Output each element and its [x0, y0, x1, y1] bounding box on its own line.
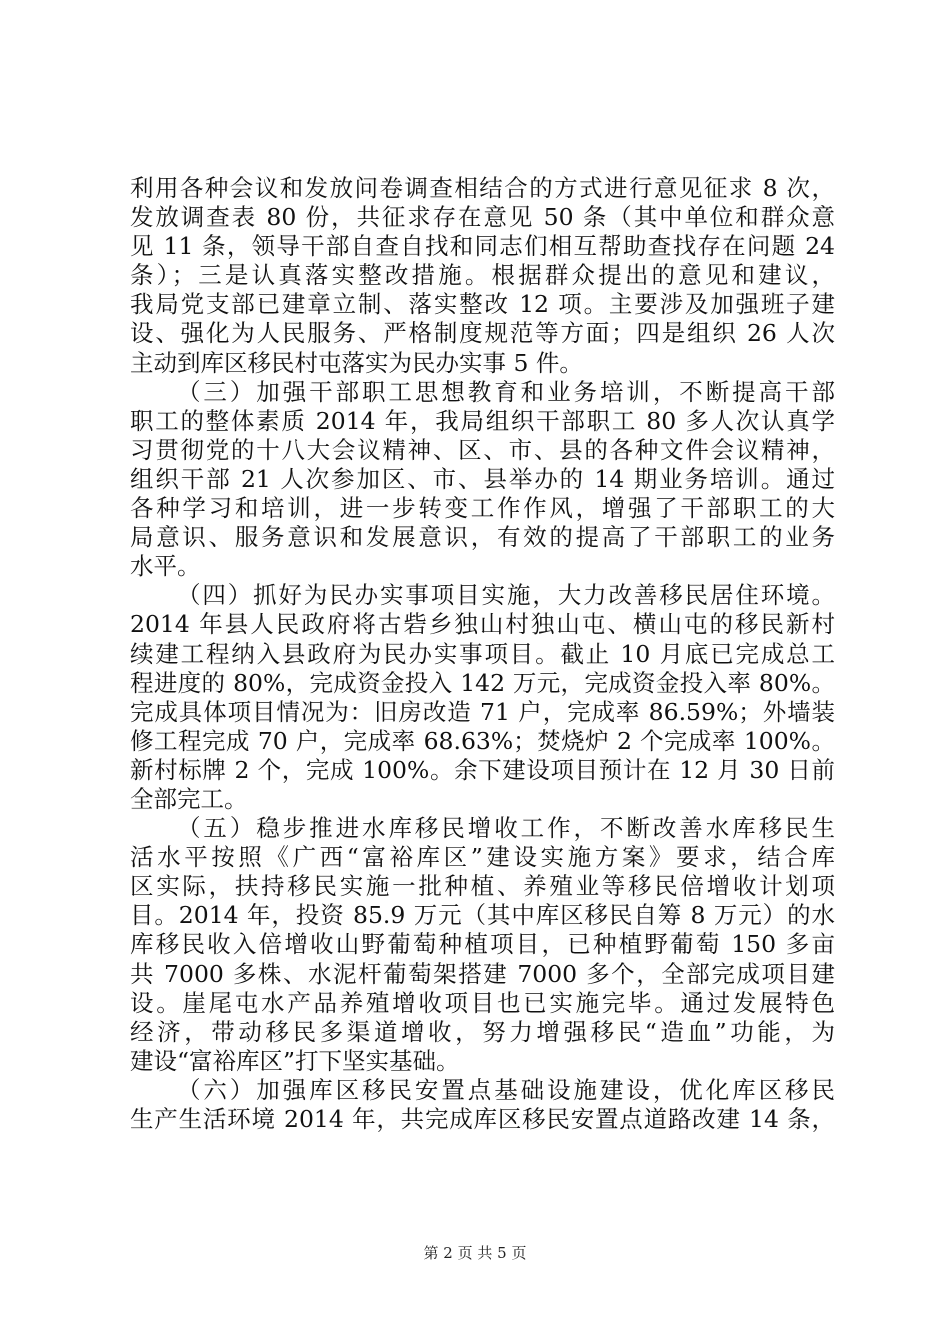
text-line: 目。2014 年，投资 85.9 万元（其中库区移民自筹 8 万元）的水: [130, 901, 835, 930]
text-line: 经济，带动移民多渠道增收，努力增强移民“造血”功能，为: [130, 1017, 835, 1046]
text-line: 发放调查表 80 份，共征求存在意见 50 条（其中单位和群众意: [130, 203, 835, 232]
text-line: 各种学习和培训，进一步转变工作作风，增强了干部职工的大: [130, 494, 835, 523]
text-line: 库移民收入倍增收山野葡萄种植项目，已种植野葡萄 150 多亩: [130, 930, 835, 959]
text-line: 活水平按照《广西“富裕库区”建设实施方案》要求，结合库: [130, 843, 835, 872]
text-line: 见 11 条，领导干部自查自找和同志们相互帮助查找存在问题 24: [130, 232, 835, 261]
text-line: 续建工程纳入县政府为民办实事项目。截止 10 月底已完成总工: [130, 639, 835, 668]
page-footer: 第 2 页 共 5 页: [423, 1244, 527, 1262]
text-line: （五）稳步推进水库移民增收工作，不断改善水库移民生: [177, 814, 835, 843]
text-line: 设、强化为人民服务、严格制度规范等方面；四是组织 26 人次: [130, 319, 835, 348]
text-line: 共 7000 多株、水泥杆葡萄架搭建 7000 多个，全部完成项目建: [130, 959, 835, 988]
text-line: 局意识、服务意识和发展意识，有效的提高了干部职工的业务: [130, 523, 835, 552]
text-line: （四）抓好为民办实事项目实施，大力改善移民居住环境。: [177, 581, 835, 610]
document-body: [130, 174, 835, 1134]
text-line: 条）；三是认真落实整改措施。根据群众提出的意见和建议，: [130, 261, 835, 290]
text-line: 生产生活环境 2014 年，共完成库区移民安置点道路改建 14 条，: [130, 1105, 835, 1133]
text-line: 修工程完成 70 户，完成率 68.63%；焚烧炉 2 个完成率 100%。: [130, 726, 835, 755]
text-line: 2014 年县人民政府将古砦乡独山村独山屯、横山屯的移民新村: [130, 610, 835, 639]
text-line: 完成具体项目情况为：旧房改造 71 户，完成率 86.59%；外墙装: [130, 697, 835, 726]
text-line: 全部完工。: [130, 784, 248, 813]
text-line: 习贯彻党的十八大会议精神、区、市、县的各种文件会议精神，: [130, 435, 835, 464]
text-line: 我局党支部已建章立制、落实整改 12 项。主要涉及加强班子建: [130, 290, 835, 319]
text-line: 水平。: [130, 552, 201, 581]
text-line: 主动到库区移民村屯落实为民办实事 5 件。: [130, 348, 583, 377]
text-line: 利用各种会议和发放问卷调查相结合的方式进行意见征求 8 次，: [130, 174, 835, 202]
text-line: 区实际，扶持移民实施一批种植、养殖业等移民倍增收计划项: [130, 872, 835, 901]
text-line: 程进度的 80%，完成资金投入 142 万元，完成资金投入率 80%。: [130, 668, 835, 697]
text-line: 建设“富裕库区”打下坚实基础。: [130, 1046, 460, 1075]
text-line: 职工的整体素质 2014 年，我局组织干部职工 80 多人次认真学: [130, 406, 835, 435]
text-line: 组织干部 21 人次参加区、市、县举办的 14 期业务培训。通过: [130, 464, 835, 493]
text-line: （三）加强干部职工思想教育和业务培训，不断提高干部: [177, 377, 835, 406]
text-line: （六）加强库区移民安置点基础设施建设，优化库区移民: [177, 1075, 835, 1104]
text-line: 设。崖尾屯水产品养殖增收项目也已实施完毕。通过发展特色: [130, 988, 835, 1017]
text-line: 新村标牌 2 个，完成 100%。余下建设项目预计在 12 月 30 日前: [130, 755, 835, 784]
